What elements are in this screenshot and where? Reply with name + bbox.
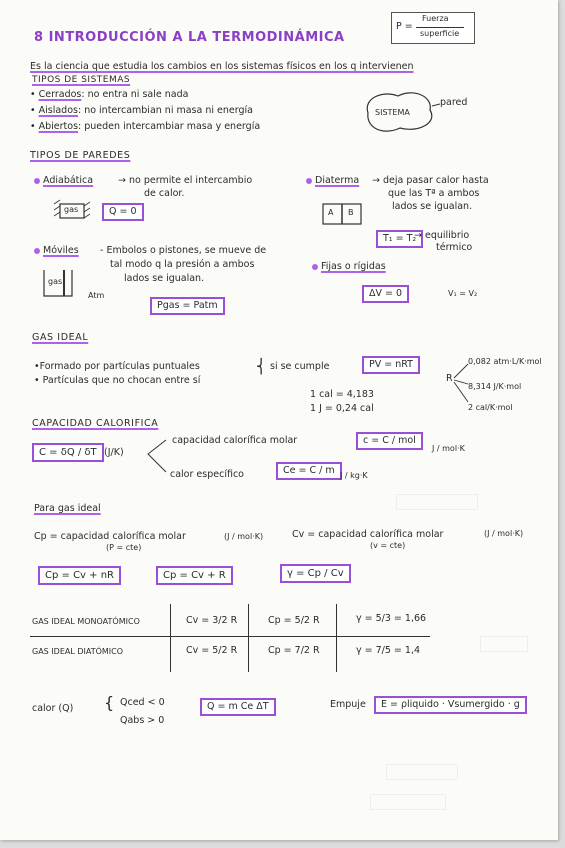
bleed-through-mark bbox=[370, 794, 446, 810]
diaterma-formula: T₁ = T₂ bbox=[376, 230, 423, 248]
relation-1-formula: Cp = Cv + nR bbox=[38, 566, 121, 585]
table-cell-gamma: γ = 7/5 = 1,4 bbox=[356, 645, 421, 656]
table-cell-cp: Cp = 5/2 R bbox=[268, 615, 320, 626]
gas-heading: GAS IDEAL bbox=[32, 332, 89, 343]
bleed-through-mark bbox=[386, 764, 458, 780]
diaterma-left: A bbox=[328, 208, 334, 217]
diaterma-name: Diaterma bbox=[315, 175, 360, 186]
diaterma-note2: térmico bbox=[436, 242, 473, 253]
system-desc: : pueden intercambiar masa y energía bbox=[78, 121, 261, 132]
cap-molar-units: J / mol·K bbox=[432, 444, 465, 453]
cap-branch-icon bbox=[146, 436, 168, 476]
ideal-heading: Para gas ideal bbox=[34, 503, 101, 514]
qabs: Qabs > 0 bbox=[120, 715, 165, 726]
adiabatica-formula: Q = 0 bbox=[102, 203, 144, 221]
cap-units: (J/K) bbox=[104, 447, 124, 458]
table-col-divider bbox=[170, 604, 171, 672]
diaterma-title bbox=[306, 176, 359, 186]
system-item-abiertos: • Abiertos: pueden intercambiar masa y energía bbox=[30, 121, 261, 132]
pressure-lhs: P = bbox=[396, 21, 413, 32]
cal-conv-2: 1 J = 0,24 cal bbox=[310, 403, 374, 414]
cp-units: (J / mol·K) bbox=[224, 532, 264, 541]
r-label: R bbox=[446, 373, 453, 384]
fraction-bar bbox=[416, 27, 464, 28]
moviles-formula: Pgas = Patm bbox=[150, 297, 225, 315]
moviles-atm-label: Atm bbox=[88, 291, 105, 300]
adiabatica-desc1: → no permite el intercambio bbox=[118, 175, 253, 186]
types-heading: TIPOS DE SISTEMAS bbox=[32, 75, 131, 85]
fijas-note: V₁ = V₂ bbox=[448, 289, 478, 298]
calor-formula: Q = m Ce ΔT bbox=[200, 698, 276, 716]
table-cell-gas: GAS IDEAL DIATÓMICO bbox=[32, 647, 124, 656]
sistema-label: SISTEMA bbox=[375, 108, 410, 117]
table-cell-cv: Cv = 5/2 R bbox=[186, 645, 238, 656]
gamma-formula: γ = Cp / Cv bbox=[280, 564, 351, 583]
moviles-desc2: tal modo q la presión a ambos bbox=[110, 259, 255, 270]
diaterma-desc1: → deja pasar calor hasta bbox=[372, 175, 489, 186]
pared-label: pared bbox=[440, 97, 468, 108]
page-title: 8 INTRODUCCIÓN A LA TERMODINÁMICA bbox=[34, 30, 345, 45]
diaterma-right: B bbox=[348, 208, 354, 217]
table-col-divider bbox=[248, 604, 249, 672]
relation-2-formula: Cp = Cv + R bbox=[156, 566, 233, 585]
cap-formula: C = δQ / δT bbox=[32, 443, 104, 462]
cal-conv-1: 1 cal = 4,183 bbox=[310, 389, 374, 400]
adiabatica-desc2: de calor. bbox=[144, 188, 185, 199]
fijas-title bbox=[312, 262, 386, 272]
fijas-formula: ΔV = 0 bbox=[362, 285, 409, 303]
cv-text: Cv = capacidad calorífica molar bbox=[292, 529, 444, 540]
table-cell-gamma: γ = 5/3 = 1,66 bbox=[356, 613, 427, 624]
r-value-1: 0,082 atm·L/K·mol bbox=[468, 357, 542, 366]
table-col-divider bbox=[336, 604, 337, 672]
cv-units: (J / mol·K) bbox=[484, 529, 524, 538]
cap-esp-formula: Ce = C / m bbox=[276, 462, 342, 480]
system-desc: : no intercambian ni masa ni energía bbox=[77, 105, 253, 116]
brace-icon: ⎨ bbox=[256, 359, 267, 375]
bullet-dot-icon bbox=[34, 178, 40, 184]
empuje-formula: E = ρliquido · Vsumergido · g bbox=[374, 696, 527, 714]
bleed-through-mark bbox=[480, 636, 528, 652]
pressure-formula-box bbox=[391, 12, 475, 44]
pressure-denominator: superficie bbox=[420, 29, 460, 38]
intro-text: Es la ciencia que estudia los cambios en los sistemas físicos en los q intervienen bbox=[30, 61, 414, 72]
cap-esp: calor específico bbox=[170, 469, 244, 480]
diaterma-note1: → equilibrio bbox=[414, 230, 470, 241]
system-name: Aislados bbox=[38, 105, 78, 116]
cap-molar: capacidad calorífica molar bbox=[172, 435, 298, 446]
empuje-label: Empuje bbox=[330, 699, 366, 710]
system-item-aislados: • Aislados: no intercambian ni masa ni energía bbox=[30, 105, 253, 116]
r-value-3: 2 cal/K·mol bbox=[468, 403, 513, 412]
moviles-gas-label: gas bbox=[48, 277, 63, 286]
system-item-cerrados: • Cerrados: no entra ni sale nada bbox=[30, 89, 189, 100]
table-cell-gas: GAS IDEAL MONOATÓMICO bbox=[32, 617, 140, 626]
gas-point-2: • Partículas que no chocan entre sí bbox=[34, 375, 201, 386]
cap-heading: CAPACIDAD CALORIFICA bbox=[32, 418, 159, 429]
cp-text: Cp = capacidad calorífica molar bbox=[34, 531, 186, 542]
adiabatica-title bbox=[34, 176, 93, 186]
moviles-desc1: - Embolos o pistones, se mueve de bbox=[100, 245, 267, 256]
bleed-through-mark bbox=[396, 494, 478, 510]
bullet-dot-icon bbox=[312, 264, 318, 270]
calor-label: calor (Q) bbox=[32, 703, 74, 714]
gas-law-formula: PV = nRT bbox=[362, 356, 420, 374]
table-divider bbox=[30, 636, 430, 637]
pressure-numerator: Fuerza bbox=[422, 14, 449, 23]
moviles-title bbox=[34, 246, 79, 256]
cp-cond: (P = cte) bbox=[106, 543, 142, 552]
system-name: Cerrados bbox=[38, 89, 82, 100]
bullet-dot-icon bbox=[306, 178, 312, 184]
diaterma-desc3: lados se igualan. bbox=[392, 201, 473, 212]
system-desc: : no entra ni sale nada bbox=[81, 89, 189, 100]
diaterma-desc2: que las Tª a ambos bbox=[388, 188, 480, 199]
fijas-name: Fijas o rígidas bbox=[321, 261, 386, 272]
cap-molar-formula: c = C / mol bbox=[356, 432, 423, 450]
table-cell-cv: Cv = 3/2 R bbox=[186, 615, 238, 626]
table-cell-cp: Cp = 7/2 R bbox=[268, 645, 320, 656]
walls-heading: TIPOS DE PAREDES bbox=[30, 150, 131, 161]
r-value-2: 8,314 J/K·mol bbox=[468, 382, 522, 391]
calor-brace-icon: { bbox=[104, 693, 115, 712]
system-name: Abiertos bbox=[38, 121, 79, 132]
adiabatica-name: Adiabática bbox=[43, 175, 94, 186]
moviles-desc3: lados se igualan. bbox=[124, 273, 205, 284]
qced: Qced < 0 bbox=[120, 697, 165, 708]
gas-point-1: •Formado por partículas puntuales bbox=[34, 361, 200, 372]
moviles-name: Móviles bbox=[43, 245, 79, 256]
cap-esp-units: J / kg·K bbox=[340, 471, 368, 480]
gas-cumple: si se cumple bbox=[270, 361, 330, 372]
bullet-dot-icon bbox=[34, 248, 40, 254]
adiabatica-gas-label: gas bbox=[64, 205, 79, 214]
cv-cond: (v = cte) bbox=[370, 541, 406, 550]
